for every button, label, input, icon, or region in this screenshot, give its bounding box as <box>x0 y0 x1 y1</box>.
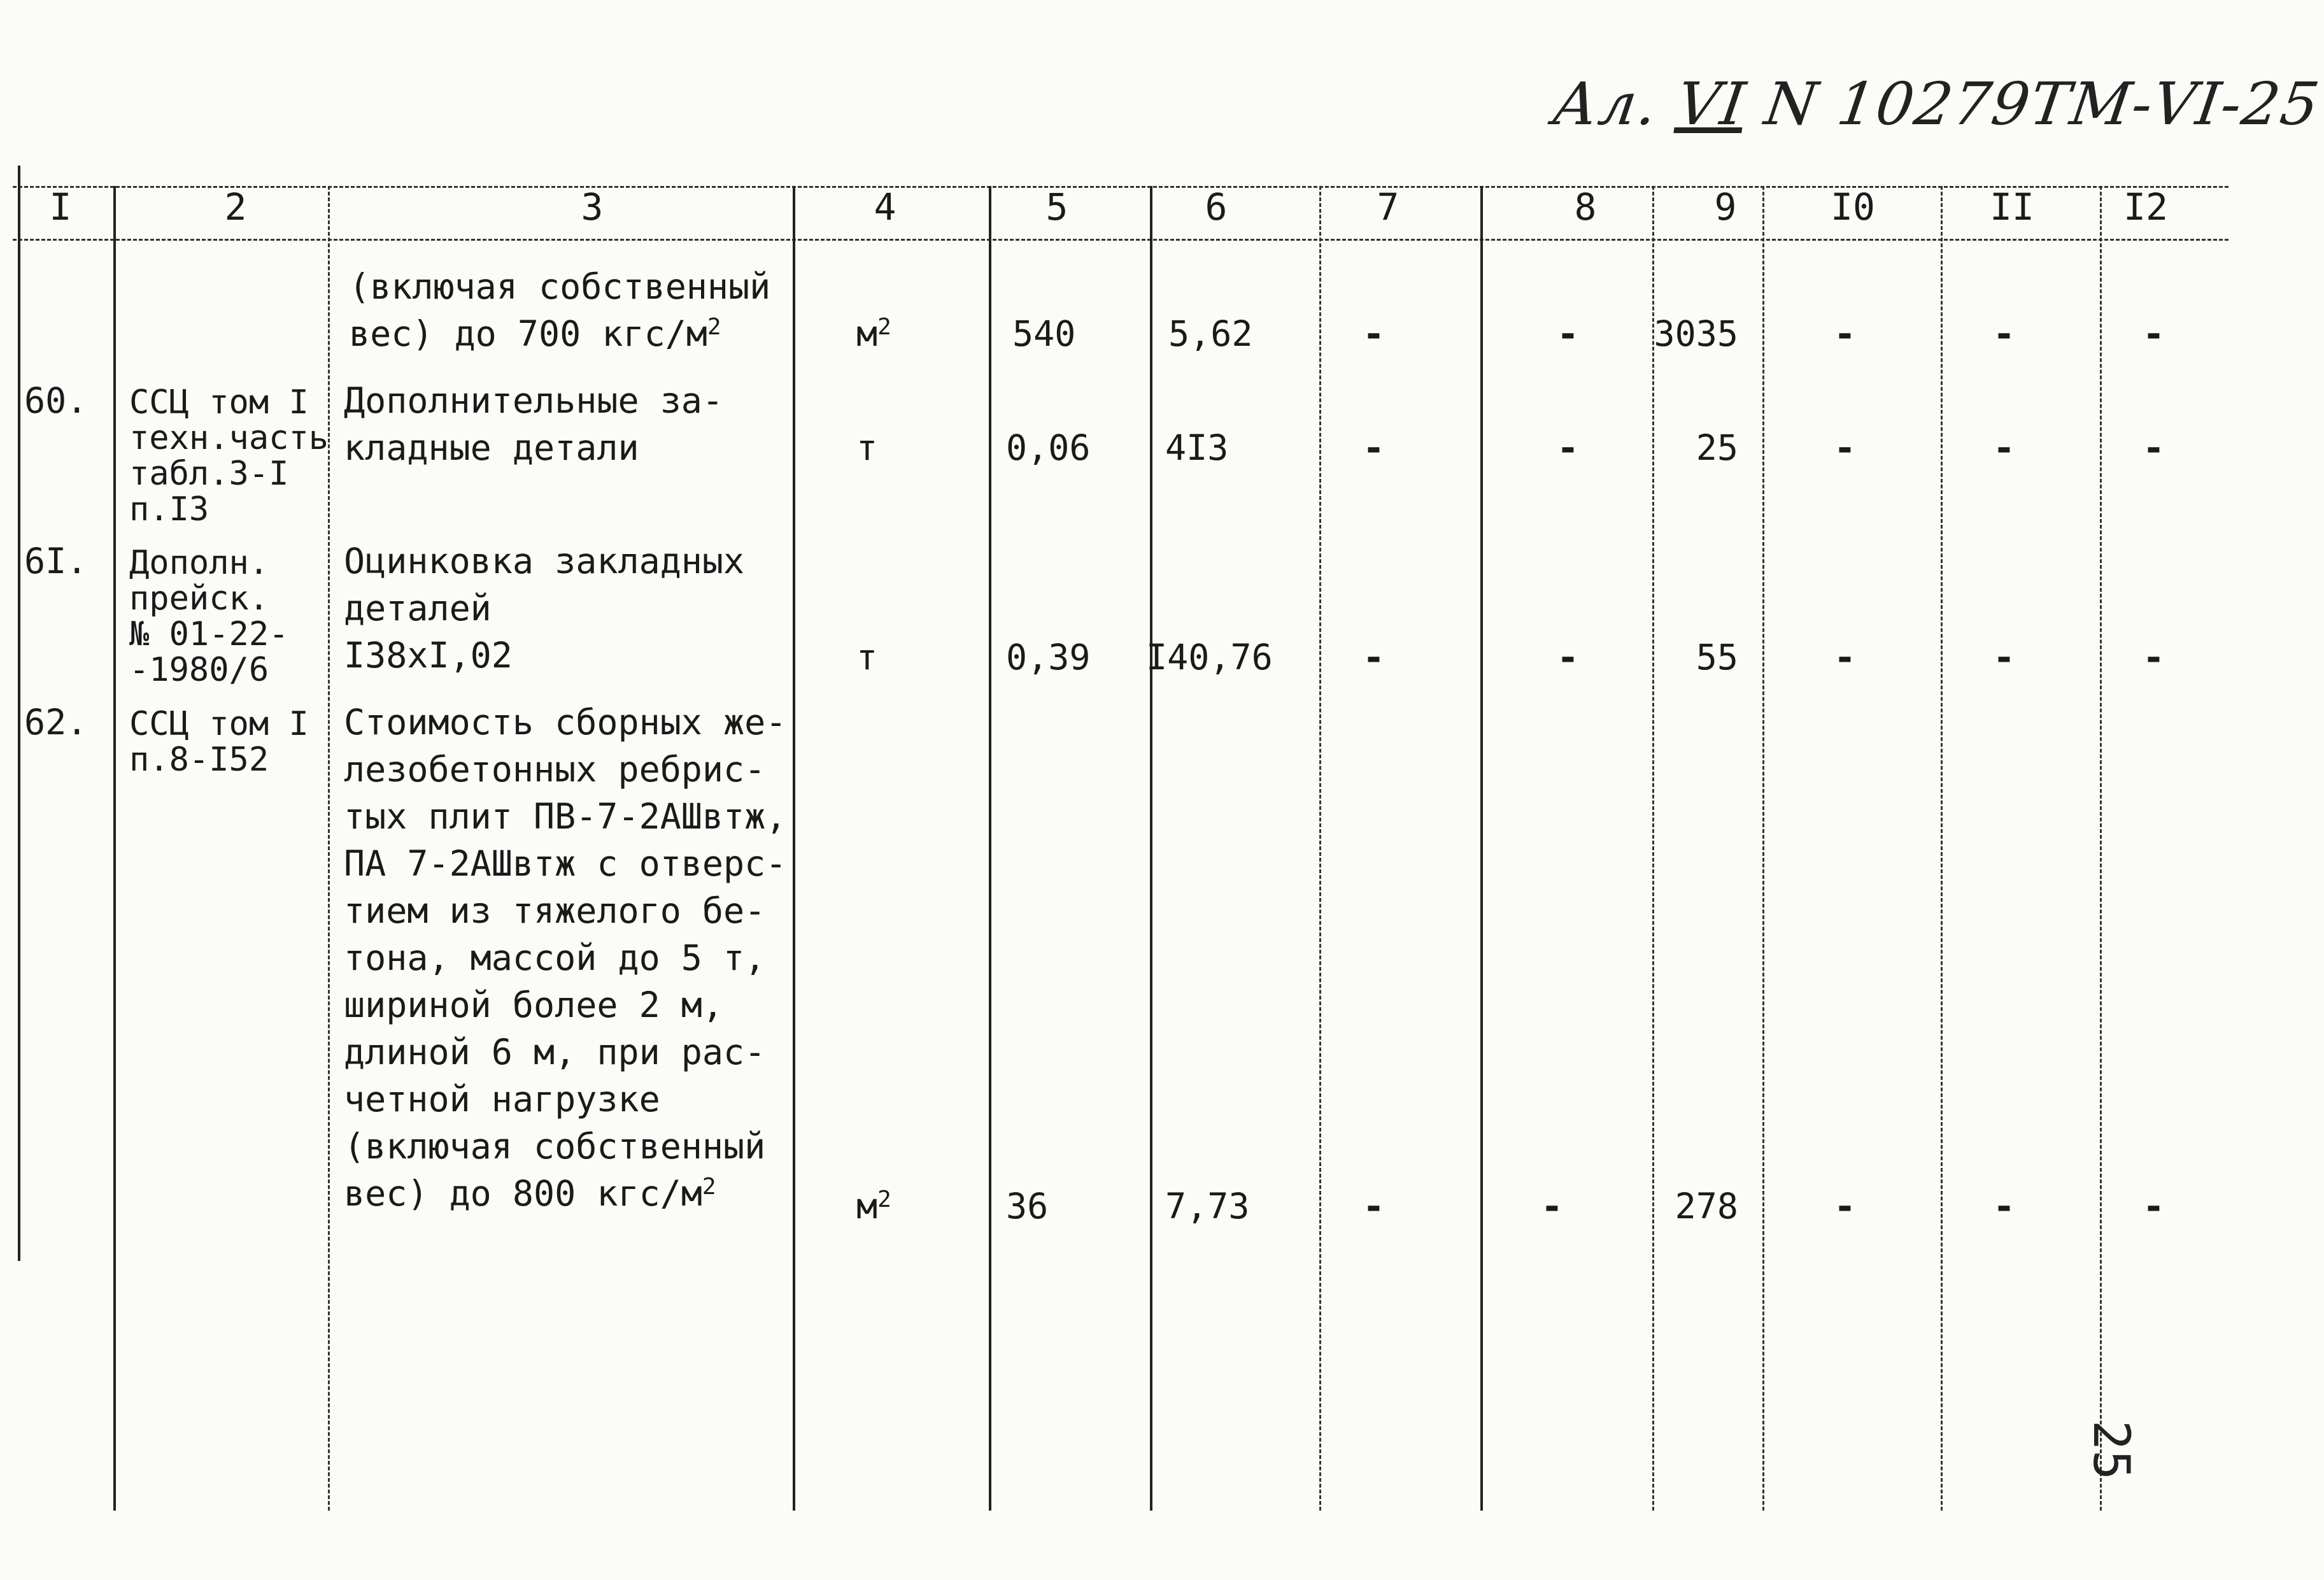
desc-line: I38xI,02 <box>344 635 513 676</box>
row-c7: - <box>1363 1185 1385 1228</box>
row-total: 278 <box>1675 1186 1738 1227</box>
row-c10: - <box>1834 426 1856 469</box>
desc-line: лезобетонных ребрис- <box>344 749 766 790</box>
row-qty: 36 <box>1006 1186 1049 1227</box>
row-total: 55 <box>1696 637 1738 678</box>
col-border-1-2 <box>113 186 116 1511</box>
desc-line: ПА 7-2АШвтж с отверс- <box>344 843 787 884</box>
desc-line: тона, массой до 5 т, <box>344 937 766 978</box>
row-price: 7,73 <box>1165 1186 1250 1227</box>
row-source <box>129 706 309 778</box>
row-c10: - <box>1834 1185 1856 1228</box>
col-header-6: 6 <box>1205 185 1228 229</box>
col-border-5-6 <box>1150 186 1152 1511</box>
col-border-7-8 <box>1480 186 1483 1511</box>
source-line: ССЦ том I <box>129 383 309 422</box>
desc-superscript: 2 <box>707 314 721 340</box>
row-unit <box>856 310 891 357</box>
page-number: 25 <box>2082 1420 2139 1480</box>
row-source <box>129 385 329 527</box>
source-line: прейск. <box>129 580 269 618</box>
row-description <box>344 377 723 471</box>
source-line: техн.часть <box>129 419 329 457</box>
source-line: -1980/6 <box>129 651 269 689</box>
row-source <box>129 545 288 688</box>
col-header-2: 2 <box>224 185 247 229</box>
row-unit: т <box>856 427 878 468</box>
col-border-10-11 <box>1941 186 1943 1511</box>
row-unit <box>856 1183 891 1230</box>
desc-line: вес) до 700 кгс/м <box>349 313 707 354</box>
desc-line: деталей <box>344 588 492 629</box>
desc-superscript: 2 <box>702 1174 716 1200</box>
desc-line: Стоимость сборных же- <box>344 702 787 743</box>
row-price: 4I3 <box>1165 427 1229 468</box>
col-border-4-5 <box>989 186 991 1511</box>
row-c8: - <box>1557 426 1579 469</box>
row-c7: - <box>1363 312 1385 355</box>
row-c11: - <box>1993 1185 2015 1228</box>
desc-line: шириной более 2 м, <box>344 985 724 1025</box>
col-header-4: 4 <box>874 185 896 229</box>
source-line: Дополн. <box>129 544 269 582</box>
col-border-6-7 <box>1319 186 1321 1511</box>
source-line: табл.3-I <box>129 455 289 493</box>
row-c12: - <box>2143 312 2165 355</box>
desc-line: Дополнительные за- <box>344 380 724 421</box>
row-number: 6I. <box>24 541 88 581</box>
row-c8: - <box>1557 312 1579 355</box>
source-line: п.8-I52 <box>129 741 269 779</box>
row-c12: - <box>2143 1185 2165 1228</box>
row-qty: 540 <box>1012 313 1076 354</box>
row-c11: - <box>1993 636 2015 679</box>
desc-line: тием из тяжелого бе- <box>344 890 766 931</box>
row-price: 5,62 <box>1168 313 1253 354</box>
row-c12: - <box>2143 636 2165 679</box>
source-line: № 01-22- <box>129 615 289 653</box>
row-total: 3035 <box>1654 313 1738 354</box>
unit-superscript: 2 <box>877 314 891 340</box>
col-border-11-12 <box>2100 186 2102 1511</box>
row-description <box>344 699 786 1217</box>
row-c11: - <box>1993 426 2015 469</box>
row-qty: 0,06 <box>1006 427 1091 468</box>
col-border-left <box>18 166 20 1261</box>
row-description <box>344 537 744 679</box>
ref-prefix: Ал. <box>1548 70 1663 138</box>
col-header-11: II <box>1990 185 2034 229</box>
col-header-3: 3 <box>581 185 604 229</box>
ref-sheet: VI <box>1673 70 1751 138</box>
col-header-8: 8 <box>1574 185 1597 229</box>
desc-line: длиной 6 м, при рас- <box>344 1032 766 1072</box>
ref-number: N 10279ТМ-VI-25 <box>1761 70 2324 138</box>
col-border-3-4 <box>793 186 795 1511</box>
row-price: I40,76 <box>1146 637 1273 678</box>
row-c8: - <box>1557 636 1579 679</box>
row-c10: - <box>1834 636 1856 679</box>
col-header-10: I0 <box>1831 185 1875 229</box>
row-c10: - <box>1834 312 1856 355</box>
header-bottom-rule <box>13 239 2228 241</box>
unit-text: м <box>856 313 878 354</box>
desc-line: четной нагрузке <box>344 1079 660 1120</box>
source-line: п.I3 <box>129 490 209 529</box>
col-header-1: I <box>49 185 72 229</box>
row-c7: - <box>1363 636 1385 679</box>
row-c7: - <box>1363 426 1385 469</box>
handwritten-reference <box>1548 70 2324 138</box>
row-description <box>349 263 770 357</box>
row-c12: - <box>2143 426 2165 469</box>
col-header-12: I2 <box>2123 185 2168 229</box>
unit-text: м <box>856 1186 878 1227</box>
col-border-9-10 <box>1762 186 1764 1511</box>
row-total: 25 <box>1696 427 1738 468</box>
desc-line: (включая собственный <box>349 266 771 307</box>
desc-line: Оцинковка закладных <box>344 541 745 581</box>
desc-line: (включая собственный <box>344 1126 766 1167</box>
desc-line: кладные детали <box>344 427 639 468</box>
row-c8: - <box>1541 1185 1563 1228</box>
col-border-8-9 <box>1652 186 1654 1511</box>
row-number: 62. <box>24 702 88 743</box>
unit-superscript: 2 <box>877 1186 891 1213</box>
row-unit: т <box>856 637 878 678</box>
row-c11: - <box>1993 312 2015 355</box>
col-header-5: 5 <box>1045 185 1068 229</box>
row-qty: 0,39 <box>1006 637 1091 678</box>
desc-line: тых плит ПВ-7-2АШвтж, <box>344 796 787 837</box>
col-header-9: 9 <box>1714 185 1737 229</box>
source-line: ССЦ том I <box>129 705 309 743</box>
col-header-7: 7 <box>1377 185 1399 229</box>
row-number: 60. <box>24 380 88 421</box>
desc-line: вес) до 800 кгс/м <box>344 1173 702 1214</box>
